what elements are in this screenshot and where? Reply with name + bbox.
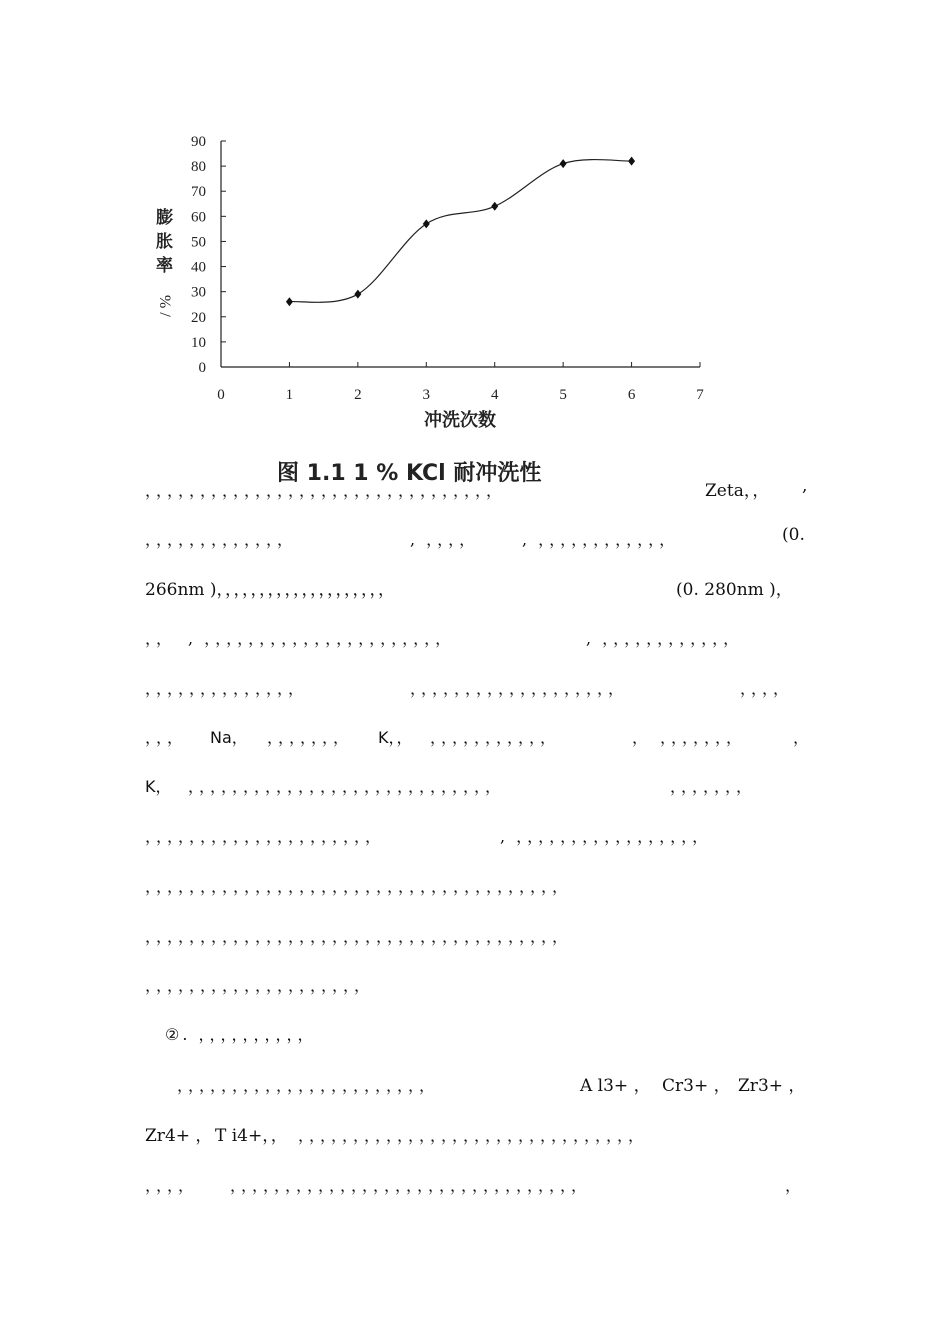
data-markers (286, 157, 635, 307)
figure-caption: 图 1.1 1 % KCl 耐冲洗性 (277, 461, 542, 486)
x-tick-label-7: 7 (696, 387, 704, 403)
paragraph-line-2: ，，，，，，，，，，，，， (145, 530, 297, 549)
y-tick-labels (191, 134, 206, 376)
data-point-6 (628, 157, 635, 166)
line13-al: A l3+ ， (580, 1076, 651, 1096)
section-heading: ②. ，，，，，，，，，， (165, 1025, 317, 1044)
line3-seg-a: 266nm )，，，，，，，，，，，，，，，，，，，， (145, 580, 396, 600)
y-tick-label-30: 30 (191, 284, 206, 301)
line15-seg-c: ， (785, 1176, 802, 1195)
line6-seg-c: ，，，，，，， (267, 728, 353, 747)
data-point-2 (354, 290, 361, 299)
data-point-5 (560, 159, 567, 168)
line7-k: K， (145, 777, 172, 796)
line5-seg-b: ，，，，，，，，，，，，，，，，，，， (410, 679, 628, 698)
line15-seg-b: ，，，，，，，，，，，，，，，，，，，，，，，，，，，，，，，， (230, 1176, 591, 1195)
line13-cr: Cr3+ ， (662, 1076, 731, 1096)
line2-seg-c: , ，，，，，，，，，，，， (522, 530, 679, 549)
x-tick-label-5: 5 (559, 387, 567, 403)
line2-value: (0. (782, 525, 805, 545)
paragraph-line-4: ，， (145, 629, 176, 648)
paragraph-line-11: ，，，，，，，，，，，，，，，，，，，， (145, 976, 374, 995)
line14-zr4: Zr4+ ， (145, 1126, 213, 1146)
y-axis-label-char-2: 胀 (156, 232, 173, 251)
paragraph-line-8: ，，，，，，，，，，，，，，，，，，，，， (145, 827, 385, 846)
line4-seg-c: , ，，，，，，，，，，，， (586, 629, 743, 648)
x-tick-label-0: 0 (217, 387, 225, 403)
y-tick-label-0: 0 (198, 360, 206, 376)
line2-seg-b: , ，，，， (410, 530, 479, 549)
line3-seg-b: (0. 280nm )， (676, 580, 793, 600)
paragraph-line-1: ，，，，，，，，，，，，，，，，，，，，，，，，，，，，，，，， (145, 481, 506, 500)
line6-seg-e: ，，，，，，，，，，， (430, 728, 560, 747)
paragraph-line-13: ，，，，，，，，，，，，，，，，，，，，，，， (177, 1076, 439, 1095)
y-tick-label-60: 60 (191, 209, 206, 226)
line14-seg-c: ，，，，，，，，，，，，，，，，，，，，，，，，，，，，，，， (298, 1126, 648, 1145)
y-tick-label-90: 90 (191, 134, 206, 150)
x-tick-label-4: 4 (490, 387, 499, 403)
y-axis-label-char-1: 膨 (156, 208, 173, 227)
y-tick-label-80: 80 (191, 159, 206, 176)
x-tick-label-3: 3 (422, 387, 431, 403)
line1-comma: , (802, 476, 808, 496)
y-tick-label-70: 70 (191, 184, 206, 201)
paragraph-line-5: ，，，，，，，，，，，，，， (145, 679, 308, 698)
data-point-3 (423, 219, 430, 228)
line8-seg-b: , ，，，，，，，，，，，，，，，，， (500, 827, 712, 846)
line7-seg-c: ，，，，，，， (670, 777, 756, 796)
line6-seg-h: ， (793, 728, 810, 747)
y-tick-label-40: 40 (191, 259, 206, 276)
y-tick-label-10: 10 (191, 334, 206, 351)
x-tick-label-6: 6 (627, 387, 636, 403)
y-tick-label-20: 20 (191, 309, 206, 326)
paragraph-line-15: ，，，， (145, 1176, 198, 1195)
series-line (289, 160, 631, 303)
y-axis-label-unit: % / (156, 295, 173, 317)
y-axis-label-char-3: 率 (156, 256, 173, 275)
x-tick-label-2: 2 (354, 387, 362, 403)
x-axis-label: 冲洗次数 (424, 410, 496, 431)
line6-k: K，， (378, 728, 413, 747)
x-tick-label-1: 1 (285, 387, 294, 403)
x-tick-labels (217, 387, 704, 403)
line6-seg-f: ， (632, 728, 649, 747)
line14-ti: T i4+，， (215, 1126, 288, 1146)
swelling-rate-chart (140, 125, 720, 435)
data-point-1 (286, 297, 293, 306)
line13-zr3: Zr3+ ， (738, 1076, 806, 1096)
line5-seg-c: ，，，， (740, 679, 793, 698)
y-tick-label-50: 50 (191, 234, 206, 251)
line6-na: Na， (210, 728, 248, 747)
line6-seg-g: ，，，，，，， (660, 728, 746, 747)
data-point-4 (491, 202, 498, 211)
axis-tick-marks (221, 141, 700, 367)
paragraph-line-9: ，，，，，，，，，，，，，，，，，，，，，，，，，，，，，，，，，，，，，， (145, 877, 572, 896)
line6-seg-a: ，，， (145, 728, 187, 747)
line1-zeta: Zeta，， (705, 481, 770, 501)
line7-seg-b: ，，，，，，，，，，，，，，，，，，，，，，，，，，，， (188, 777, 505, 796)
line4-seg-b: , ，，，，，，，，，，，，，，，，，，，，，， (188, 629, 455, 648)
paragraph-line-10: ，，，，，，，，，，，，，，，，，，，，，，，，，，，，，，，，，，，，，， (145, 927, 572, 946)
